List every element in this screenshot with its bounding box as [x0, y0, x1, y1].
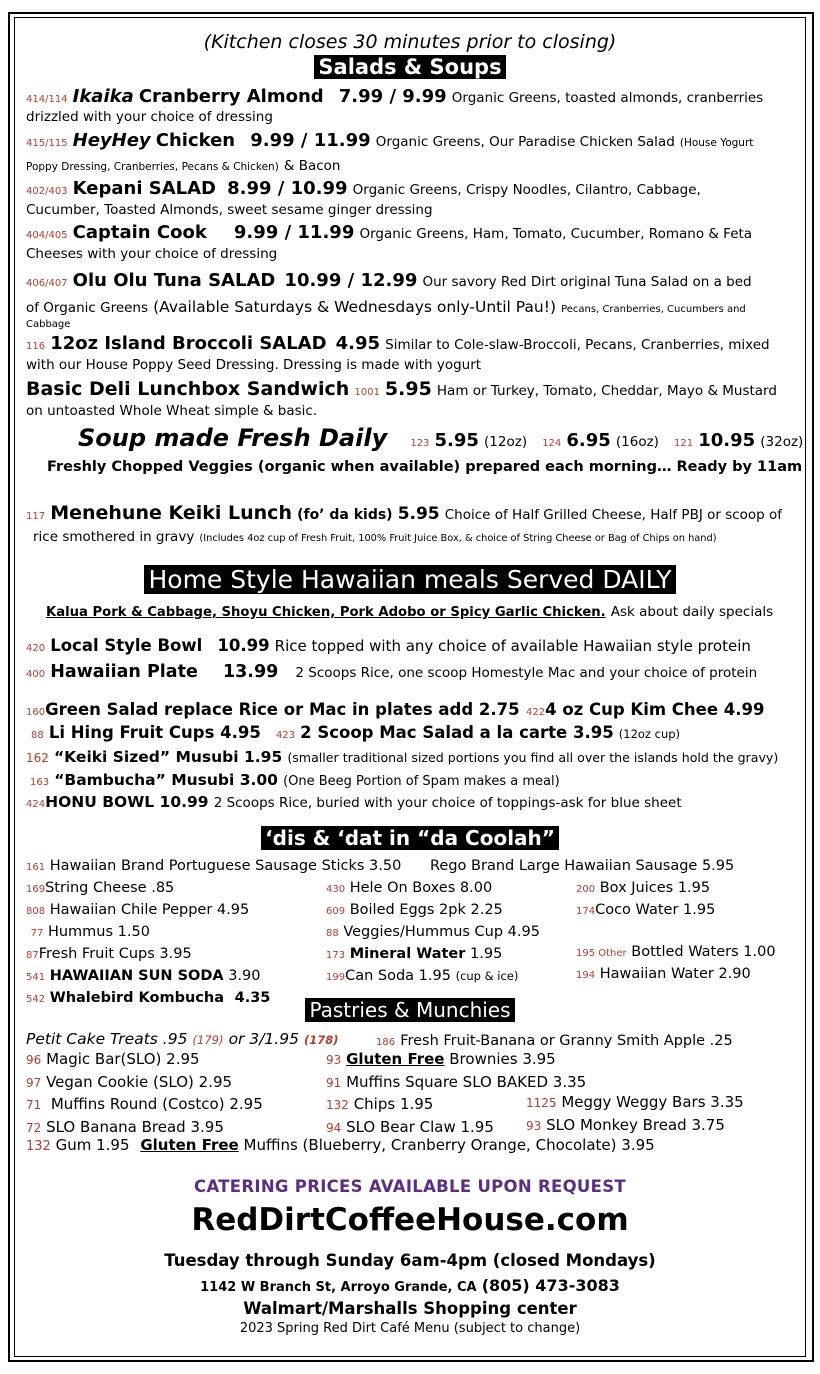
item-tag: (fo’ da kids)	[297, 507, 393, 523]
specials-note: Ask about daily specials	[610, 604, 774, 620]
coolah-row	[26, 858, 401, 874]
item-desc: Similar to Cole-slaw-Broccoli, Pecans, Cranberries, mixed	[385, 337, 770, 353]
item-desc-small: (Includes 4oz cup of Fresh Fruit, 100% Fruit Juice Box, & choice of String Cheese or Bag of Chips on hand)	[199, 533, 717, 544]
item-name: SLO Banana Bread 3.95	[46, 1117, 224, 1136]
item-name: HAWAIIAN SUN SODA	[49, 968, 224, 984]
item-desc-line2	[26, 155, 340, 174]
item-name: Muffins Square SLO BAKED 3.35	[346, 1072, 587, 1091]
item-number: 71	[26, 1098, 42, 1112]
item-desc-line3: Cabbage	[26, 319, 71, 330]
coolah-item	[576, 900, 776, 922]
salad-item	[26, 222, 752, 243]
item-number: 402/403	[26, 186, 68, 197]
plate-item	[26, 662, 757, 682]
item-name: Hawaiian Brand Portuguese Sausage Sticks 3.50	[49, 858, 402, 874]
item-name: Hummus 1.50	[47, 924, 150, 940]
item-size: (16oz)	[615, 434, 659, 450]
menu-inner-border	[14, 17, 806, 1357]
item-number: 94	[326, 1120, 342, 1135]
item-price: 5.95	[384, 378, 432, 400]
item-number: 132	[26, 1139, 51, 1154]
item-number: 132	[326, 1098, 349, 1112]
item-price: 6.95	[566, 430, 611, 451]
item-desc-line2: Cheeses with your choice of dressing	[26, 246, 278, 262]
item-availability: (Available Saturdays & Wednesdays only-Until Pau!)	[153, 298, 556, 316]
item-name: Fresh Fruit Cups 3.95	[38, 946, 192, 962]
item-number: 88	[31, 730, 44, 741]
coolah-item	[26, 878, 270, 900]
item-name: Bottled Waters 1.00	[631, 944, 776, 960]
coolah-item	[326, 922, 540, 944]
item-name: Li Hing Fruit Cups 4.95	[48, 723, 261, 742]
item-name: Boiled Eggs 2pk 2.25	[349, 902, 503, 918]
extra-item	[30, 770, 560, 789]
item-desc: Our savory Red Dirt original Tuna Salad on a bed	[422, 274, 752, 290]
item-number: 72	[26, 1120, 42, 1135]
coolah-item	[26, 966, 270, 988]
item-number: 199	[326, 972, 346, 983]
bowl-item	[26, 636, 751, 655]
item-price: 4.95	[335, 333, 381, 354]
keiki-item	[26, 502, 782, 524]
item-number: 194	[576, 970, 596, 981]
pastry-item	[376, 1030, 733, 1049]
item-name: Hawaiian Plate	[50, 662, 198, 682]
item-name: SLO Bear Claw 1.95	[346, 1117, 494, 1136]
shopping-center: Walmart/Marshalls Shopping center	[243, 1299, 577, 1318]
item-number: 93	[326, 1053, 342, 1067]
soup-note: Freshly Chopped Veggies (organic when available) prepared each morning… Ready by 11am	[47, 459, 803, 475]
item-name-italic: HeyHey	[72, 130, 151, 151]
item-desc: Organic Greens, Ham, Tomato, Cucumber, Romano & Feta	[359, 226, 753, 242]
item-number: 88	[326, 928, 339, 939]
coolah-item	[326, 944, 540, 966]
item-name: Captain Cook	[72, 222, 207, 243]
item-name: Hele On Boxes 8.00	[349, 880, 493, 896]
address: 1142 W Branch St, Arroyo Grande, CA	[200, 1280, 477, 1295]
item-number: 1125	[526, 1096, 557, 1110]
address-line	[0, 1276, 820, 1295]
item-name: Kepani SALAD	[72, 178, 216, 199]
pastry-col-3	[526, 1092, 744, 1137]
item-number: 186	[376, 1037, 396, 1048]
item-desc-small: (cup & ice)	[455, 969, 519, 983]
coolah-header-wrap	[0, 826, 820, 850]
item-name: 12oz Island Broccoli SALAD	[50, 333, 327, 354]
kitchen-note: (Kitchen closes 30 minutes prior to closing)	[203, 31, 617, 53]
pastry-item	[26, 1072, 263, 1095]
coolah-col-2	[326, 878, 540, 988]
item-desc-small: (House Yogurt	[679, 137, 754, 149]
item-desc-small: Poppy Dressing, Cranberries, Pecans & Chicken)	[26, 161, 279, 173]
item-name: Veggies/Hummus Cup 4.95	[343, 924, 540, 940]
item-desc: (smaller traditional sized portions you find all over the islands hold the gravy)	[287, 750, 779, 765]
item-desc: & Bacon	[283, 158, 341, 174]
item-number: 160	[26, 707, 46, 718]
item-price: or 3/1.95	[228, 1030, 299, 1048]
item-name: String Cheese .85	[45, 880, 175, 896]
salad-item	[26, 130, 753, 151]
item-name: Whalebird Kombucha	[49, 990, 224, 1006]
item-number: 173	[326, 950, 346, 961]
item-number: 541	[26, 972, 46, 983]
coolah-item	[576, 964, 776, 986]
salad-item	[26, 178, 701, 199]
item-name: Olu Olu Tuna SALAD	[72, 270, 276, 291]
item-name: Gum 1.95	[55, 1136, 130, 1154]
item-desc: (One Beeg Portion of Spam makes a meal)	[283, 774, 560, 789]
item-desc: Organic Greens, Our Paradise Chicken Salad	[375, 134, 675, 150]
coolah-item	[26, 944, 270, 966]
item-number: 406/407	[26, 278, 68, 289]
extra-item	[526, 700, 764, 719]
pastry-item	[26, 1094, 263, 1117]
item-desc: 2 Scoops Rice, buried with your choice of toppings-ask for blue sheet	[213, 795, 682, 811]
menu-note: 2023 Spring Red Dirt Café Menu (subject to change)	[239, 1321, 581, 1336]
item-number: 96	[26, 1053, 42, 1067]
coolah-item	[326, 878, 540, 900]
item-number: (178)	[304, 1033, 339, 1047]
item-number: 169	[26, 884, 46, 895]
coolah-item	[26, 900, 270, 922]
extra-item	[31, 723, 680, 742]
item-price: 10.99	[217, 636, 270, 655]
hours: Tuesday through Sunday 6am-4pm (closed Mondays)	[164, 1251, 656, 1270]
item-number: 414/114	[26, 94, 68, 105]
salad-item	[26, 86, 763, 107]
item-name: Muffins (Blueberry, Cranberry Orange, Chocolate) 3.95	[243, 1136, 655, 1154]
item-desc: of Organic Greens	[26, 300, 149, 316]
soup-item	[78, 424, 803, 452]
extra-item	[26, 700, 520, 719]
salad-item	[26, 270, 752, 291]
item-number: 123	[410, 438, 430, 449]
hawaiian-header: Home Style Hawaiian meals Served DAILY	[144, 565, 675, 594]
item-number: 808	[26, 906, 46, 917]
coolah-item	[326, 900, 540, 922]
pastry-item	[526, 1115, 744, 1138]
catering-note: CATERING PRICES AVAILABLE UPON REQUEST	[194, 1177, 626, 1196]
item-name-italic: Ikaika	[72, 86, 134, 107]
gluten-free-tag: Gluten Free	[140, 1136, 239, 1154]
item-desc: Ham or Turkey, Tomato, Cheddar, Mayo & Mustard	[436, 383, 777, 399]
website: RedDirtCoffeeHouse.com	[191, 1202, 629, 1238]
item-desc-small: Pecans, Cranberries, Cucumbers and	[561, 304, 746, 315]
item-desc: Rice topped with any choice of available Hawaiian style protein	[274, 637, 751, 655]
item-number: 422	[526, 707, 546, 718]
item-price: 5.95	[434, 430, 479, 451]
coolah-item	[576, 942, 776, 964]
pastry-row	[26, 1029, 339, 1048]
item-desc: Organic Greens, toasted almonds, cranberries	[451, 90, 764, 106]
coolah-item	[26, 922, 270, 944]
item-desc-line2: drizzled with your choice of dressing	[26, 109, 273, 125]
item-name: Hawaiian Water 2.90	[599, 966, 751, 982]
pastry-item	[26, 1049, 263, 1072]
pastry-item	[326, 1049, 586, 1072]
pastry-item	[326, 1072, 586, 1095]
coolah-item	[576, 878, 776, 900]
coolah-item	[576, 922, 776, 942]
item-number: 93	[526, 1118, 542, 1133]
hawaiian-subheader	[46, 601, 773, 620]
coolah-header: ‘dis & ‘dat in “da Coolah”	[261, 826, 559, 850]
item-number: 430	[326, 884, 346, 895]
pastries-header: Pastries & Munchies	[305, 998, 514, 1022]
item-name: Fresh Fruit-Banana or Granny Smith Apple .25	[400, 1033, 733, 1049]
item-name: Menehune Keiki Lunch	[50, 502, 292, 524]
item-number: 162	[26, 751, 49, 765]
phone: (805) 473-3083	[481, 1276, 620, 1295]
pastry-row	[26, 1136, 655, 1154]
item-number: 1001	[354, 387, 380, 398]
item-name: Box Juices 1.95	[599, 880, 711, 896]
item-price: 9.99 / 11.99	[250, 130, 371, 151]
item-number: 609	[326, 906, 346, 917]
salads-header-wrap	[0, 55, 820, 79]
item-name: SLO Monkey Bread 3.75	[546, 1115, 725, 1134]
item-price: 10.99 / 12.99	[284, 270, 418, 291]
item-name: Meggy Weggy Bars 3.35	[561, 1093, 744, 1111]
item-price: 1.95	[470, 946, 503, 962]
item-name: Chicken	[155, 130, 236, 151]
item-number: 415/115	[26, 138, 68, 149]
item-desc: Choice of Half Grilled Cheese, Half PBJ or scoop of	[444, 507, 783, 523]
item-name: Cranberry Almond	[138, 86, 324, 107]
item-desc: Organic Greens, Crispy Noodles, Cilantro, Cabbage,	[352, 182, 701, 198]
pastry-item	[526, 1092, 744, 1115]
item-price: 3.90	[228, 968, 261, 984]
item-name: HONU BOWL 10.99	[45, 793, 209, 811]
coolah-item: Rego Brand Large Hawaiian Sausage 5.95	[430, 858, 735, 874]
item-number: 124	[542, 438, 562, 449]
item-number: 195 Other	[576, 948, 627, 959]
salad-item	[26, 333, 770, 354]
item-number: 542	[26, 994, 46, 1005]
item-number: 121	[674, 438, 694, 449]
item-name: Can Soda 1.95	[345, 968, 451, 984]
item-price: 8.99 / 10.99	[227, 178, 348, 199]
item-name: Brownies 3.95	[449, 1050, 556, 1068]
extra-item	[26, 747, 778, 766]
item-name: Mineral Water	[349, 946, 466, 962]
item-price: 9.99 / 11.99	[233, 222, 355, 243]
item-price: 7.99 / 9.99	[338, 86, 447, 107]
pastry-col-1	[26, 1049, 263, 1139]
item-name: 4 oz Cup Kim Chee 4.99	[545, 700, 765, 719]
item-desc-line2	[33, 526, 717, 545]
item-number: 161	[26, 862, 46, 873]
item-desc-line2: on untoasted Whole Wheat simple & basic.	[26, 403, 318, 419]
item-size: (12oz)	[484, 434, 528, 450]
item-number: 91	[326, 1075, 342, 1090]
item-desc-line2: Cucumber, Toasted Almonds, sweet sesame ginger dressing	[26, 202, 433, 218]
item-name: Green Salad replace Rice or Mac in plates add 2.75	[45, 700, 520, 719]
item-number: 424	[26, 799, 46, 810]
item-name: Basic Deli Lunchbox Sandwich	[26, 378, 350, 400]
extra-item	[26, 792, 682, 811]
item-number: 420	[26, 643, 46, 654]
item-name: Coco Water 1.95	[595, 902, 716, 918]
item-number: 404/405	[26, 230, 68, 241]
hawaiian-header-wrap	[0, 565, 820, 594]
item-number: 117	[26, 511, 46, 522]
item-name: Magic Bar(SLO) 2.95	[46, 1050, 200, 1068]
item-size: (32oz)	[760, 434, 804, 450]
item-number: 163	[30, 777, 50, 788]
item-name: “Keiki Sized” Musubi 1.95	[54, 748, 283, 766]
item-number: 87	[26, 950, 39, 961]
gluten-free-tag: Gluten Free	[346, 1050, 445, 1068]
item-price: 5.95	[397, 504, 440, 524]
item-number: 400	[26, 669, 46, 680]
coolah-item	[326, 966, 540, 988]
coolah-col-3	[576, 878, 776, 986]
item-name: Hawaiian Chile Pepper 4.95	[49, 902, 250, 918]
item-number: 97	[26, 1075, 42, 1090]
item-number: (179)	[192, 1033, 224, 1047]
item-name: “Bambucha” Musubi 3.00	[54, 771, 278, 789]
salads-header: Salads & Soups	[314, 55, 505, 79]
item-desc-line2: with our House Poppy Seed Dressing. Dressing is made with yogurt	[26, 357, 482, 373]
item-price: 13.99	[222, 662, 279, 682]
coolah-col-1	[26, 878, 270, 1010]
lunchbox-item	[26, 378, 777, 400]
item-number: 200	[576, 884, 596, 895]
item-price: 10.95	[698, 430, 756, 451]
item-name: Chips 1.95	[353, 1095, 434, 1113]
item-price: 4.35	[234, 990, 271, 1006]
item-desc-small: (12oz cup)	[618, 727, 681, 741]
item-desc: 2 Scoops Rice, one scoop Homestyle Mac and your choice of protein	[295, 665, 758, 681]
item-name: Local Style Bowl	[50, 636, 203, 655]
item-name: Muffins Round (Costco) 2.95	[50, 1095, 263, 1113]
pastries-header-wrap	[0, 998, 820, 1022]
item-name: Vegan Cookie (SLO) 2.95	[46, 1072, 233, 1091]
protein-list: Kalua Pork & Cabbage, Shoyu Chicken, Pork Adobo or Spicy Garlic Chicken.	[46, 605, 606, 620]
soup-title: Soup made Fresh Daily	[78, 424, 388, 452]
item-name: Petit Cake Treats .95	[26, 1030, 188, 1048]
item-desc: rice smothered in gravy	[33, 529, 195, 545]
item-number: 423	[275, 730, 296, 741]
item-number: 116	[26, 341, 46, 352]
item-number: 77	[30, 928, 44, 939]
item-desc-line2	[26, 297, 746, 316]
item-name: 2 Scoop Mac Salad a la carte 3.95	[300, 723, 614, 742]
item-number: 174	[576, 906, 596, 917]
